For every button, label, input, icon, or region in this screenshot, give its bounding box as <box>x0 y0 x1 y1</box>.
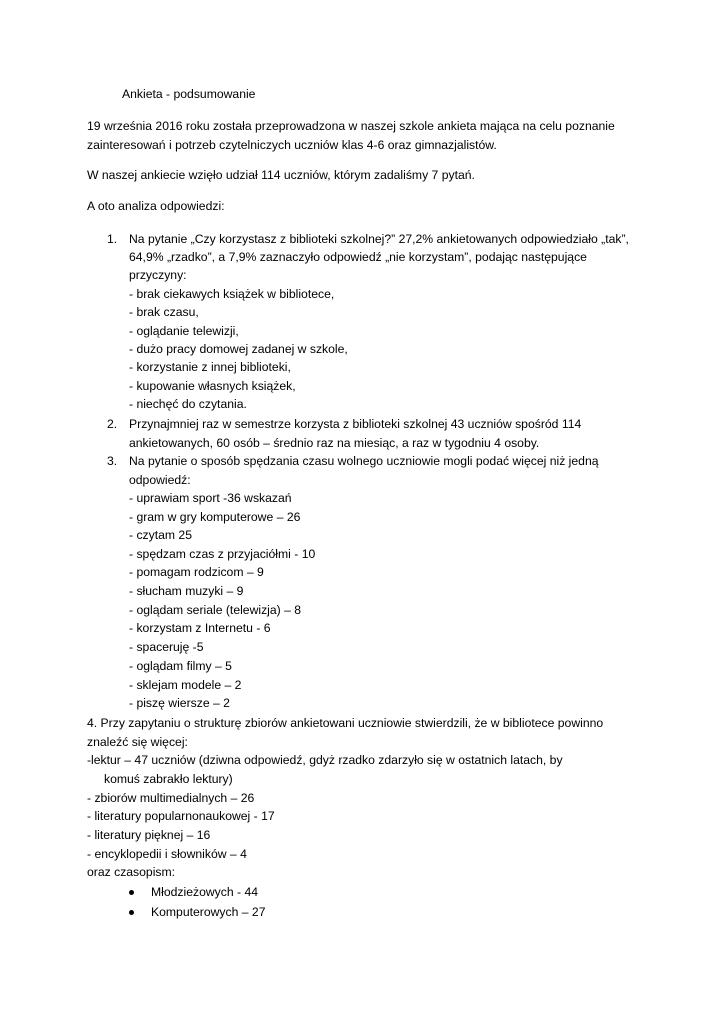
q4-magazines-label: oraz czasopism: <box>87 865 176 879</box>
q3-answer-item: - pomagam rodzicom – 9 <box>129 565 264 579</box>
q1-reason-item: - kupowanie własnych książek, <box>129 379 296 393</box>
q3-text-line: Na pytanie o sposób spędzania czasu wolnego uczniowie mogli podać więcej niż jedną <box>129 454 599 468</box>
list-number: 3. <box>107 454 118 468</box>
q4-text-line: znaleźć się więcej: <box>87 735 188 749</box>
q3-answer-item: - korzystam z Internetu - 6 <box>129 621 271 635</box>
q3-text-line: odpowiedź: <box>129 473 191 487</box>
intro-paragraph-line: zainteresowań i potrzeb czytelniczych uczniów klas 4-6 oraz gimnazjalistów. <box>87 138 497 152</box>
q1-reason-item: - dużo pracy domowej zadanej w szkole, <box>129 342 348 356</box>
q1-reason-item: - niechęć do czytania. <box>129 397 247 411</box>
analysis-heading: A oto analiza odpowiedzi: <box>87 199 225 213</box>
q1-reason-item: - brak ciekawych książek w bibliotece, <box>129 287 335 301</box>
bullet-icon <box>129 910 134 915</box>
list-number: 1. <box>107 232 118 246</box>
q3-answer-item: - słucham muzyki – 9 <box>129 584 244 598</box>
q3-answer-item: - piszę wiersze – 2 <box>129 696 230 710</box>
q3-answer-item: - oglądam seriale (telewizja) – 8 <box>129 603 302 617</box>
document-title: Ankieta - podsumowanie <box>122 87 256 101</box>
q2-text-line: ankietowanych, 60 osób – średnio raz na miesiąc, a raz w tygodniu 4 osoby. <box>129 436 540 450</box>
q4-text-line: 4. Przy zapytaniu o strukturę zbiorów ankietowani uczniowie stwierdzili, że w bibliotece powinno <box>87 716 604 730</box>
q4-item: - literatury pięknej – 16 <box>87 828 211 842</box>
q2-text-line: Przynajmniej raz w semestrze korzysta z biblioteki szkolnej 43 uczniów spośród 114 <box>129 417 582 431</box>
q3-answer-item: - oglądam filmy – 5 <box>129 659 232 673</box>
q4-item: - encyklopedii i słowników – 4 <box>87 847 247 861</box>
q4-lektur-line: -lektur – 47 uczniów (dziwna odpowiedź, gdyż rzadko zdarzyło się w ostatnich latach, by <box>87 753 563 767</box>
q4-item: - literatury popularnonaukowej - 17 <box>87 809 275 823</box>
q3-answer-item: - spaceruję -5 <box>129 640 204 654</box>
q1-reason-item: - oglądanie telewizji, <box>129 324 239 338</box>
q1-text-line: 64,9% „rzadko”, a 7,9% zaznaczyło odpowiedź „nie korzystam”, podając następujące <box>129 250 587 264</box>
q3-answer-item: - czytam 25 <box>129 528 192 542</box>
q3-answer-item: - sklejam modele – 2 <box>129 678 242 692</box>
q3-answer-item: - spędzam czas z przyjaciółmi - 10 <box>129 547 316 561</box>
q1-reason-item: - korzystanie z innej biblioteki, <box>129 360 291 374</box>
q4-lektur-line: komuś zabrakło lektury) <box>104 772 233 786</box>
q4-magazine-item: Młodzieżowych - 44 <box>151 885 259 899</box>
q1-text-line: przyczyny: <box>129 268 187 282</box>
q3-answer-item: - gram w gry komputerowe – 26 <box>129 510 301 524</box>
intro-paragraph-line: 19 września 2016 roku została przeprowadzona w naszej szkole ankieta mająca na celu poznanie <box>87 119 615 133</box>
q3-answer-item: - uprawiam sport -36 wskazań <box>129 491 292 505</box>
q1-reason-item: - brak czasu, <box>129 305 199 319</box>
bullet-icon <box>129 890 134 895</box>
q1-text-line: Na pytanie „Czy korzystasz z biblioteki szkolnej?” 27,2% ankietowanych odpowiedziało „tak”, <box>129 232 629 246</box>
participants-paragraph: W naszej ankiecie wzięło udział 114 uczniów, którym zadaliśmy 7 pytań. <box>87 168 475 182</box>
list-number: 2. <box>107 417 118 431</box>
q4-item: - zbiorów multimedialnych – 26 <box>87 791 255 805</box>
q4-magazine-item: Komputerowych – 27 <box>151 905 266 919</box>
